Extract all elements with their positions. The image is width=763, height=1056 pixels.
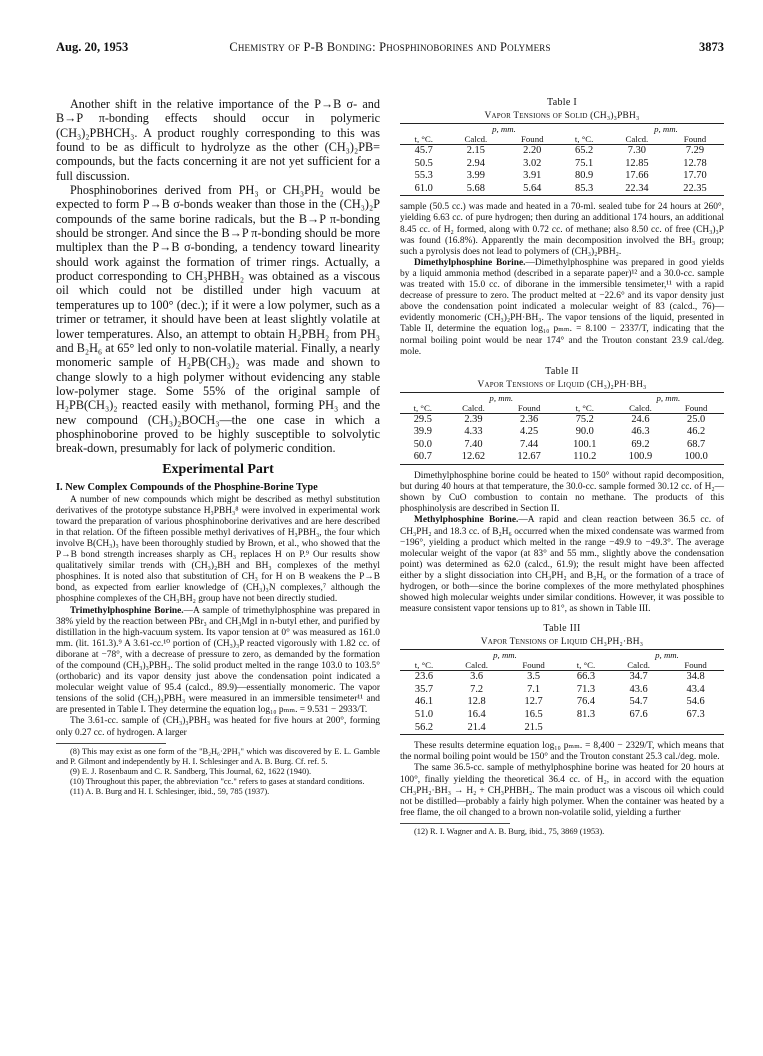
table-cell: 7.30 xyxy=(627,145,646,156)
table-cell: 24.6 xyxy=(631,413,650,425)
table-cell: 43.4 xyxy=(686,683,705,695)
table-2-header: t, °C. xyxy=(413,402,433,413)
mpb-heading: Methylphosphine Borine. xyxy=(414,515,519,526)
table-cell: 85.3 xyxy=(575,182,594,194)
table-3-grid xyxy=(400,649,724,735)
table-row xyxy=(400,722,724,735)
table-3 xyxy=(400,623,724,735)
footnote-12: (12) R. I. Wagner and A. B. Burg, ibid., 75, 3869 (1953). xyxy=(414,826,605,836)
table-cell: 7.2 xyxy=(470,683,484,695)
rc-paragraph-after-table-3b: The same 36.5-cc. sample of methylphosphine borine was heated for 20 hours at 100°, finally yielding the theoretical 36.4 cc. of H₂, in accord with the equation CH₃PH₂·BH₃ → H₂ + CH₃PHBH₂. The main product was a viscous oil which could not be distilled—probably a fairly high polymer. When the container was heated by a free flame, the oil changed to a brown non-volatile solid, yielding a further xyxy=(400,763,724,818)
table-cell: 7.1 xyxy=(527,683,541,695)
table-cell: 43.6 xyxy=(629,683,648,695)
table-cell: 16.5 xyxy=(524,709,543,721)
table-1-body xyxy=(400,145,724,196)
footnote-rule xyxy=(56,743,166,744)
table-cell: 12.85 xyxy=(625,157,649,169)
table-cell: 100.1 xyxy=(573,438,597,450)
tmpb-paragraph-2: The 3.61-cc. sample of (CH₃)₃PBH₃ was heated for five hours at 200°, forming only 0.27 cc. of hydrogen. A larger xyxy=(56,716,380,738)
table-cell: 12.67 xyxy=(517,451,541,463)
table-2-unit-left: p, mm. xyxy=(489,392,514,403)
section-heading-experimental: Experimental Part xyxy=(162,461,274,477)
footnote-11: (11) A. B. Burg and H. I. Schlesinger, ibid., 59, 785 (1937). xyxy=(70,787,270,797)
table-2-header: Calcd. xyxy=(629,402,652,413)
table-1 xyxy=(400,97,724,196)
table-2-unit-right: p, mm. xyxy=(656,392,681,403)
table-cell: 50.5 xyxy=(414,157,433,169)
rc-paragraph-after-table-2: Dimethylphosphine borine could be heated to 150° without rapid decomposition, but during 40 hours at that temperature, the 30.0-cc. sample formed 30.12 cc. of H₂—shown by CuO combustion to contain no methane. The products of this phosphinolysis are described in Section II. xyxy=(400,471,724,515)
journal-page xyxy=(56,40,724,836)
table-cell: 4.33 xyxy=(464,426,483,438)
table-cell: 16.4 xyxy=(467,709,486,721)
mpb-text: —A rapid and clean reaction between 36.5 cc. of CH₃PH₂ and 18.3 cc. of B₂H₆ occurred when the mixed condensate was warmed from −196°, yielding a product which melted in the range −49.9 to −49.3°. The average molecular weight of the vapor (at 83° and 55 mm., slightly above the condensation point) was determined as 62.0 (calcd., 61.9); the result might have been affected either by a slight dissociation into CH₃PH₂ and B₂H₆ or the formation of a trace of hydrogen, or both—since the borine complexes of the more methylated phosphines showed high molecular weights under similar conditions. However, it was possible to measure consistent vapor tensions up to 81°, as shown in Table III. xyxy=(400,515,724,615)
table-cell: 22.34 xyxy=(625,182,649,194)
table-cell: 66.3 xyxy=(576,671,596,683)
table-cell: 2.36 xyxy=(520,413,539,425)
table-cell: 2.94 xyxy=(466,157,485,169)
table-cell: 50.0 xyxy=(413,438,432,450)
table-cell: 7.44 xyxy=(520,438,539,450)
table-row xyxy=(400,451,724,464)
table-row xyxy=(400,145,724,158)
table-1-header: t, °C. xyxy=(574,134,594,144)
table-cell: 3.99 xyxy=(466,170,485,182)
table-cell: 12.8 xyxy=(467,696,486,708)
table-row xyxy=(400,413,724,426)
table-2-header: Found xyxy=(517,402,541,413)
table-3-header: Calcd. xyxy=(627,660,650,671)
table-1-unit-right: p, mm. xyxy=(654,124,678,134)
table-cell: 5.68 xyxy=(466,182,485,194)
table-cell: 76.4 xyxy=(576,696,596,708)
table-cell: 7.29 xyxy=(685,145,705,156)
table-3-header: Found xyxy=(522,660,545,671)
table-cell: 3.91 xyxy=(523,170,542,182)
table-cell: 17.70 xyxy=(683,170,707,182)
table-cell: 46.3 xyxy=(631,426,650,438)
table-row xyxy=(400,671,724,684)
subsection-paragraph: A number of new compounds which might be described as methyl substitution derivatives of the prototype substance H₃PBH₃⁸ were involved in experimental work toward the preparation of various phosphinoborine derivatives and are here described in that relation. Of the fifteen possible methyl derivatives of H₃PBH₃, the four which involve B(CH₃)₃ have been thoroughly studied by Brown, et al., who showed that the P→B bond strength increases sharply as CH₃ replaces H on P.⁹ Our results show qualitatively similar trends with (CH₃)₂BH and BH₃ complexes of the methyl phosphines. It is noted also that substitution of CH₃ for H on B weakens the P→B bond, as expected from earlier knowledge of (CH₃)₃N complexes,⁷ although the phosphine complexes of the CH₃BH₂ group have not been directly studied. xyxy=(56,494,380,605)
table-cell: 68.7 xyxy=(687,438,706,450)
table-cell: 69.2 xyxy=(631,438,650,450)
table-cell: 51.0 xyxy=(414,709,434,721)
table-1-unit-left: p, mm. xyxy=(492,124,516,134)
table-cell: 39.9 xyxy=(413,426,432,438)
table-cell: 80.9 xyxy=(575,170,594,182)
table-row xyxy=(400,709,724,722)
table-cell: 54.7 xyxy=(629,696,648,708)
table-row xyxy=(400,158,724,171)
table-cell: 21.4 xyxy=(467,721,486,733)
table-cell: 54.6 xyxy=(686,696,705,708)
table-row xyxy=(400,684,724,697)
footnote-rule xyxy=(400,823,510,824)
table-1-header: Found xyxy=(683,134,707,144)
table-cell: 90.0 xyxy=(575,426,594,438)
table-cell: 12.78 xyxy=(683,157,707,169)
table-cell: 3.02 xyxy=(523,157,542,169)
table-cell: 25.0 xyxy=(687,413,706,425)
table-cell xyxy=(667,722,724,735)
table-cell: 46.2 xyxy=(687,426,706,438)
table-cell: 55.3 xyxy=(414,170,433,182)
table-row xyxy=(400,183,724,196)
mpb-paragraph xyxy=(400,515,724,615)
table-3-header: t, °C. xyxy=(576,660,596,671)
table-row xyxy=(400,696,724,709)
table-cell: 7.40 xyxy=(464,438,483,450)
left-column xyxy=(56,97,380,798)
table-cell: 34.8 xyxy=(686,671,705,683)
table-2-header: Calcd. xyxy=(462,402,485,413)
table-cell: 75.2 xyxy=(575,413,594,425)
table-2-body xyxy=(400,413,724,464)
table-3-unit-left: p, mm. xyxy=(493,650,517,661)
table-cell: 67.3 xyxy=(686,709,705,721)
table-cell xyxy=(562,722,610,735)
table-cell: 2.20 xyxy=(523,145,542,156)
table-1-header: Calcd. xyxy=(464,134,488,144)
table-cell: 12.7 xyxy=(524,696,543,708)
table-cell: 110.2 xyxy=(573,451,597,463)
table-cell: 3.5 xyxy=(527,671,541,683)
table-2-header: t, °C. xyxy=(575,402,594,413)
table-3-header: t, °C. xyxy=(414,660,434,671)
rc-paragraph-1: sample (50.5 cc.) was made and heated in a 70-ml. sealed tube for 24 hours at 260°, yielding 6.63 cc. of pure hydrogen; then during an additional 174 hours, an additional 8.45 cc. of H₂ formed, along with 0.72 cc. of methane; also 8.50 cc. of free (CH₃)₃P was found (16.8%). Apparently the main decomposition involved the BH₃ group; such a pyrolysis does not lead to polymers of (CH₃)₂PBH₂. xyxy=(400,202,724,257)
running-head xyxy=(56,40,724,62)
issue-date: Aug. 20, 1953 xyxy=(56,40,129,54)
table-cell: 100.9 xyxy=(628,451,653,463)
table-row xyxy=(400,426,724,439)
table-2-grid xyxy=(400,392,724,465)
table-2-caption: Vapor Tensions of Liquid (CH₃)₂PH·BH₃ xyxy=(477,379,647,390)
table-cell: 65.2 xyxy=(575,145,594,156)
intro-paragraph-1: Another shift in the relative importance of the P→B σ- and B→P π-bonding effects should occur in polymeric (CH₃)₂PBHCH₃. A product roughly corresponding to this was found to be as difficult to hydrolyze as the other (CH₃)₂PB= compounds, but the facts concerning it are not yet sufficient for a full discussion. xyxy=(56,97,380,183)
table-row xyxy=(400,170,724,183)
table-3-header: Calcd. xyxy=(465,660,488,671)
table-cell: 81.3 xyxy=(576,709,596,721)
table-cell: 67.6 xyxy=(629,709,648,721)
table-cell: 46.1 xyxy=(414,696,434,708)
subsection-heading: I. New Complex Compounds of the Phosphine-Borine Type xyxy=(56,481,318,493)
table-cell: 61.0 xyxy=(414,182,433,194)
table-cell: 75.1 xyxy=(575,157,594,169)
table-cell: 71.3 xyxy=(576,683,596,695)
table-1-header: t, °C. xyxy=(414,134,433,144)
tmpb-heading: Trimethylphosphine Borine. xyxy=(70,605,184,616)
table-cell: 35.7 xyxy=(414,683,434,695)
table-3-unit-right: p, mm. xyxy=(655,650,679,661)
table-3-label: Table III xyxy=(543,623,581,635)
table-cell: 2.15 xyxy=(466,145,485,156)
running-title: Chemistry of P-B Bonding: Phosphinoborines and Polymers xyxy=(229,40,551,54)
footnote-10: (10) Throughout this paper, the abbreviation "cc." refers to gases at standard conditions. xyxy=(70,777,365,787)
table-cell: 23.6 xyxy=(414,671,434,683)
dmpb-text: —Dimethylphosphine was prepared in good yields by a liquid ammonia method (described in a separate paper)¹² and a 30.0-cc. sample was treated with 15.0 cc. of diborane in the immersible tensimeter,¹¹ with a rapid decrease of pressure to zero. The product melted at −22.6° and its vapor density just above the condensation point indicated a molecular weight of 83 (calcd., 76)—evidently monomeric (CH₃)₂PH·BH₃. The vapor tensions of the liquid, presented in Table II, determine the equation log₁₀ pₘₘ. = 8.100 − 2337/T, indicating that the normal boiling point would be near 174° and the Trouton constant 23.9 cal./deg. mole. xyxy=(400,257,724,357)
tmpb-text: —A sample of trimethylphosphine was prepared in 38% yield by the reaction between PBr₃ and CH₃MgI in n-butyl ether, and purified by distillation in the high-vacuum system. Its vapor tension at 0° was measured as 161.0 mm. (lit. 161.3).⁹ A 3.61-cc.¹⁰ portion of (CH₃)₃P reacted vigorously with 1.82 cc. of diborane at −78°, with a decrease of pressure to zero, as demanded by the formation of the compound (CH₃)₃PBH₃. The solid product melted in the range 103.0 to 103.5° (orthobaric) and its vapor density just above the condensation point indicated a molecular weight value of 95.4 (calcd., 89.9)—essentially monomeric. The vapor tensions of the solid (CH₃)₃PBH₃ were measured in an immersible tensimeter¹¹ and are presented in Table I. They determine the equation log₁₀ pₘₘ. = 9.531 − 2933/T. xyxy=(56,605,380,716)
table-cell: 60.7 xyxy=(413,451,432,463)
table-cell: 3.6 xyxy=(470,671,484,683)
table-3-caption: Vapor Tensions of Liquid CH₃PH₂·BH₃ xyxy=(480,637,644,648)
right-column xyxy=(400,97,724,837)
table-1-caption: Vapor Tensions of Solid (CH₃)₃PBH₃ xyxy=(484,111,640,121)
table-3-body xyxy=(400,671,724,735)
table-cell: 17.66 xyxy=(625,170,649,182)
dmpb-paragraph xyxy=(400,258,724,358)
table-1-grid xyxy=(400,123,724,196)
table-3-header: Found xyxy=(684,660,707,671)
rc-paragraph-after-table-3a: These results determine equation log₁₀ pₘₘ. = 8,400 − 2329/T, which means that the normal boiling point would be 150° and the Trouton constant 25.3 cal./deg. mole. xyxy=(400,741,724,763)
table-row xyxy=(400,439,724,452)
table-cell: 56.2 xyxy=(414,721,434,733)
table-cell: 4.25 xyxy=(520,426,539,438)
table-2 xyxy=(400,366,724,465)
table-cell: 5.64 xyxy=(523,182,542,194)
dmpb-heading: Dimethylphosphine Borine. xyxy=(414,257,526,268)
footnote-8: (8) This may exist as one form of the "B₂H₆·2PH₃" which was discovered by E. L. Gamble and P. Gilmont and independently by H. I. Schlesinger and A. B. Burg. Cf. ref. 5. xyxy=(56,746,380,766)
table-cell: 12.62 xyxy=(461,451,486,463)
table-1-label: Table I xyxy=(547,97,577,108)
footnote-9: (9) E. J. Rosenbaum and C. R. Sandberg, This Journal, 62, 1622 (1940). xyxy=(70,767,312,777)
page-number: 3873 xyxy=(699,40,724,54)
table-2-label: Table II xyxy=(545,365,579,377)
table-2-header: Found xyxy=(684,402,708,413)
table-cell: 29.5 xyxy=(413,413,432,425)
table-cell: 2.39 xyxy=(464,413,483,425)
tmpb-paragraph xyxy=(56,606,380,717)
table-1-header: Found xyxy=(521,134,544,144)
table-cell: 100.0 xyxy=(684,451,708,463)
table-cell: 22.35 xyxy=(683,182,707,194)
table-cell: 34.7 xyxy=(629,671,648,683)
table-cell: 45.7 xyxy=(414,145,433,156)
intro-paragraph-2: Phosphinoborines derived from PH₃ or CH₃PH₂ would be expected to form P→B σ-bonds weaker than those in the (CH₃)₂P compounds of the same borine radicals, but the B→P π-bonding should be stronger. And since the B→P π-bonding should be more multiplex than the P→B σ-bonding, a tendency toward linearity should work against the formation of trimer rings. Actually, a product corresponding to CH₃PHBH₂ was obtained as a viscous oil which could not be distilled under high vacuum at temperatures up to 100° (dec.); if it were a low polymer, such as a trimer or tetramer, it should have been at least slightly volatile at lower temperatures. Also, an attempt to obtain H₂PBH₂ from PH₃ and B₂H₆ at 65° led only to non-volatile material. Finally, a nearly monomeric sample of H₂PB(CH₃)₂ was made and shown to change slowly to a high polymer without evidencing any stable low-polymer stage. Some 55% of the original sample of H₂PB(CH₃)₂ reacted easily with methanol, forming PH₃ and the new compound (CH₃)₂BOCH₃—the one case in which a phosphinoborine proved to be highly susceptible to solvolytic break-down, presumably for lack of polymeric condition. xyxy=(56,183,380,456)
table-cell xyxy=(610,722,667,735)
table-1-header: Calcd. xyxy=(625,134,649,144)
table-cell: 21.5 xyxy=(524,721,543,733)
